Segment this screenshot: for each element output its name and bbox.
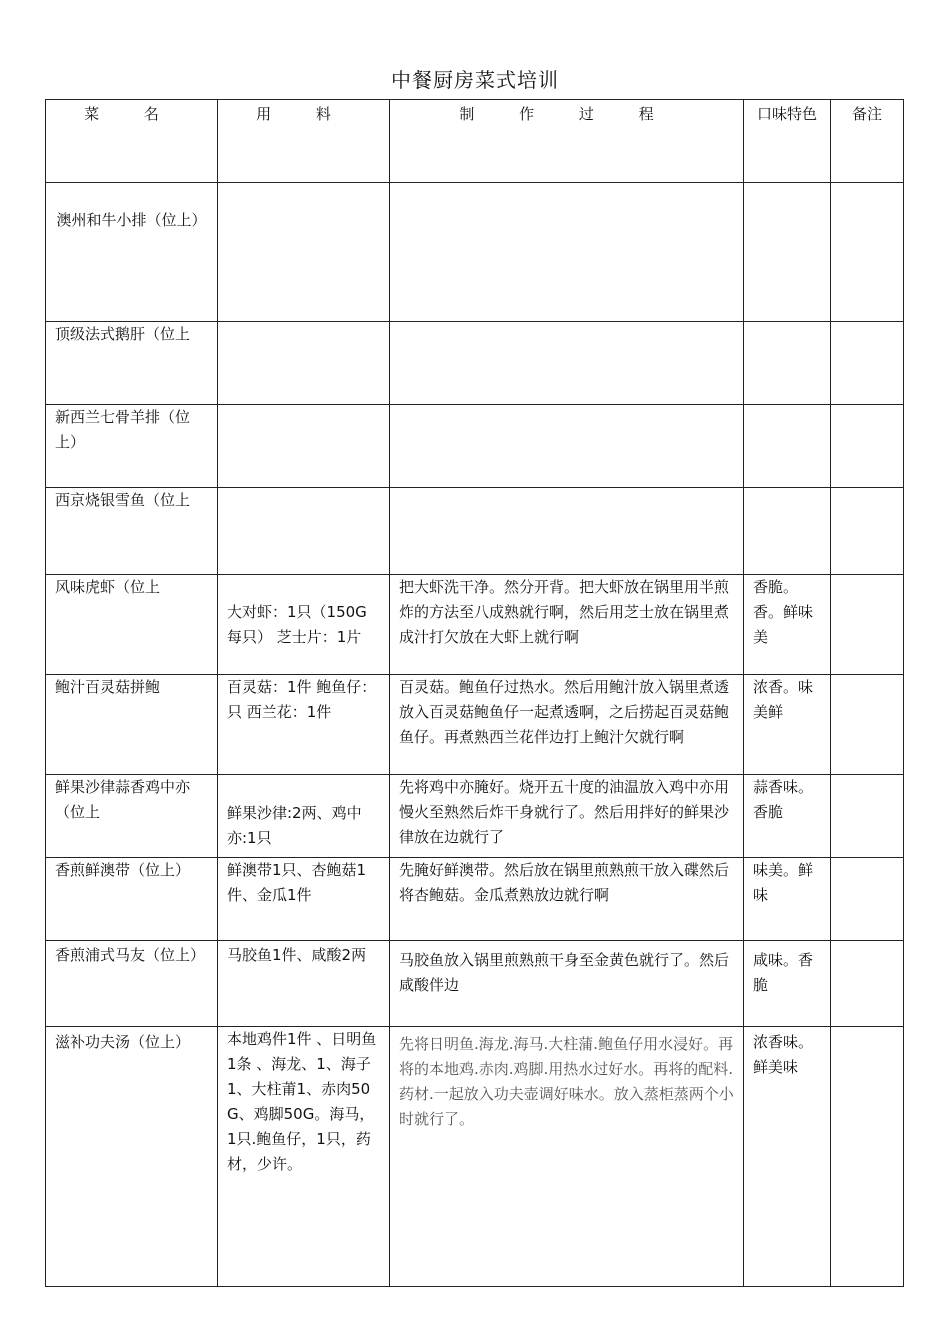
table-row [46, 322, 904, 405]
dish-taste: 咸味。香脆 [744, 941, 831, 1027]
dish-ingredients: 大对虾：1只（150G每只） 芝士片：1片 [218, 575, 390, 675]
dish-notes [831, 675, 904, 775]
page-title: 中餐厨房菜式培训 [391, 68, 559, 92]
table-row [46, 488, 904, 575]
dish-taste: 浓香味。鲜美味 [744, 1027, 831, 1287]
dish-taste: 浓香。味美鲜 [744, 675, 831, 775]
dish-notes [831, 488, 904, 575]
dish-name: 滋补功夫汤（位上） [46, 1027, 218, 1287]
header-notes: 备注 [831, 100, 904, 183]
dish-process: 把大虾洗干净。然分开背。把大虾放在锅里用半煎炸的方法至八成熟就行啊，然后用芝士放在锅里煮成汁打欠放在大虾上就行啊 [390, 575, 744, 675]
dish-notes [831, 322, 904, 405]
dish-taste [744, 322, 831, 405]
dish-notes [831, 183, 904, 322]
dish-process: 先腌好鲜澳带。然后放在锅里煎熟煎干放入碟然后将杏鲍菇。金瓜煮熟放边就行啊 [390, 858, 744, 941]
dish-taste: 味美。鲜味 [744, 858, 831, 941]
dish-ingredients: 本地鸡件1件 、日明鱼1条 、海龙、1、海子1、大柱莆1、赤肉50G、鸡脚50G。海马，1只.鲍鱼仔，1只，药材，少许。 [218, 1027, 390, 1287]
dish-taste [744, 405, 831, 488]
dish-name: 鲜果沙律蒜香鸡中亦（位上 [46, 775, 218, 858]
dish-name: 顶级法式鹅肝（位上 [46, 322, 218, 405]
table-row [46, 858, 904, 941]
dish-notes [831, 575, 904, 675]
dish-process: 马胶鱼放入锅里煎熟煎干身至金黄色就行了。然后咸酸伴边 [390, 941, 744, 1027]
dish-notes [831, 775, 904, 858]
dish-name: 鲍汁百灵菇拼鲍 [46, 675, 218, 775]
dish-notes [831, 858, 904, 941]
dish-taste [744, 183, 831, 322]
dish-ingredients: 百灵菇：1件 鲍鱼仔：只 西兰花：1件 [218, 675, 390, 775]
header-ingredients: 用 料 [218, 100, 390, 183]
dish-process: 先将鸡中亦腌好。烧开五十度的油温放入鸡中亦用慢火至熟然后炸干身就行了。然后用拌好的鲜果沙律放在边就行了 [390, 775, 744, 858]
dish-process [390, 183, 744, 322]
dish-notes [831, 941, 904, 1027]
dish-notes [831, 405, 904, 488]
dish-ingredients: 马胶鱼1件、咸酸2两 [218, 941, 390, 1027]
dish-ingredients [218, 322, 390, 405]
dish-taste: 香脆。香。鲜味美 [744, 575, 831, 675]
dish-ingredients: 鲜果沙律:2两、鸡中亦:1只 [218, 775, 390, 858]
dish-process: 百灵菇。鲍鱼仔过热水。然后用鲍汁放入锅里煮透放入百灵菇鲍鱼仔一起煮透啊，之后捞起百灵菇鲍鱼仔。再煮熟西兰花伴边打上鲍汁欠就行啊 [390, 675, 744, 775]
table-row [46, 941, 904, 1027]
table-row [46, 1027, 904, 1287]
dish-process [390, 488, 744, 575]
dish-ingredients: 鲜澳带1只、杏鲍菇1件、金瓜1件 [218, 858, 390, 941]
table-row [46, 405, 904, 488]
dish-notes [831, 1027, 904, 1287]
header-taste: 口味特色 [744, 100, 831, 183]
dish-process [390, 405, 744, 488]
table-row [46, 575, 904, 675]
table-row [46, 183, 904, 322]
header-process: 制 作 过 程 [390, 100, 744, 183]
table-header-row [46, 100, 904, 183]
dish-name: 风味虎虾（位上 [46, 575, 218, 675]
table-row [46, 775, 904, 858]
dish-training-table [45, 99, 904, 1287]
table-row [46, 675, 904, 775]
dish-ingredients [218, 405, 390, 488]
dish-name: 新西兰七骨羊排（位上） [46, 405, 218, 488]
dish-ingredients [218, 183, 390, 322]
dish-name: 澳州和牛小排（位上） [46, 183, 218, 322]
dish-process: 先将日明鱼.海龙.海马.大柱蒲.鲍鱼仔用水浸好。再将的本地鸡.赤肉.鸡脚.用热水过好水。再将的配料.药材.一起放入功夫壶调好味水。放入蒸柜蒸两个小时就行了。 [390, 1027, 744, 1287]
dish-process [390, 322, 744, 405]
dish-ingredients [218, 488, 390, 575]
dish-taste: 蒜香味。香脆 [744, 775, 831, 858]
dish-name: 香煎鲜澳带（位上） [46, 858, 218, 941]
header-dish-name: 菜 名 [46, 100, 218, 183]
dish-taste [744, 488, 831, 575]
dish-name: 西京烧银雪鱼（位上 [46, 488, 218, 575]
dish-name: 香煎浦式马友（位上） [46, 941, 218, 1027]
